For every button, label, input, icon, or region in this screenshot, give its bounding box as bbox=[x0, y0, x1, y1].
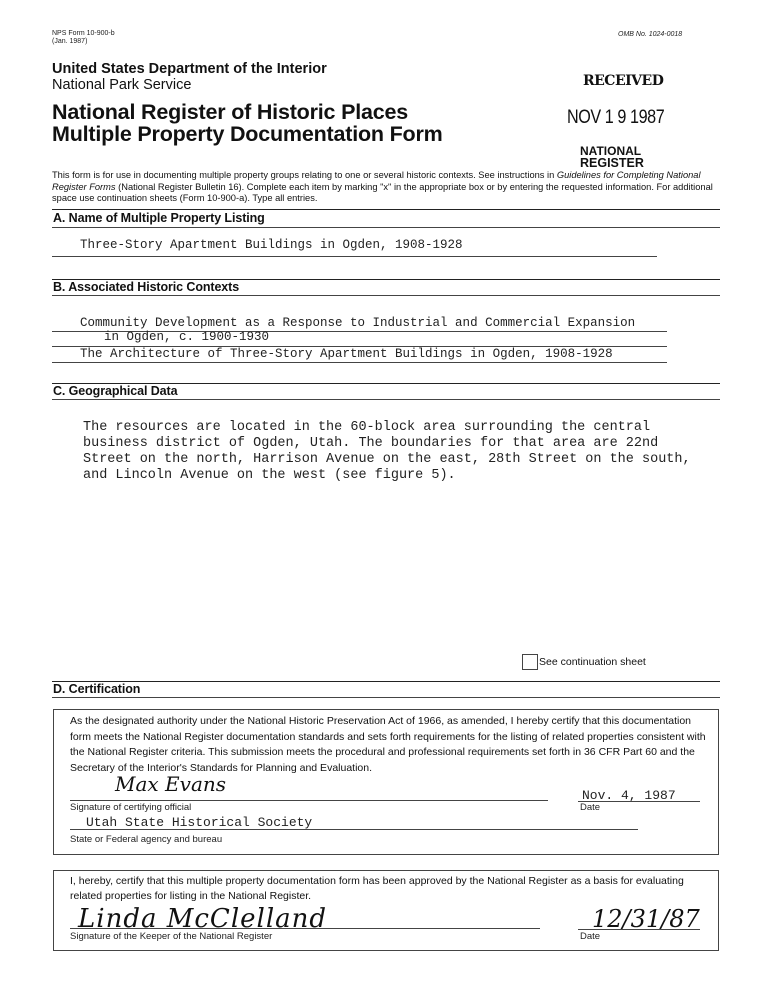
keeper-date[interactable]: 12/31/87 bbox=[592, 905, 700, 933]
keeper-date-line bbox=[578, 929, 700, 930]
omb-number: OMB No. 1024-0018 bbox=[618, 31, 683, 38]
context-1-line1[interactable]: Community Development as a Response to Industrial and Commercial Expansion bbox=[80, 316, 636, 330]
section-d-title: D. Certification bbox=[53, 682, 141, 696]
continuation-sheet-checkbox[interactable] bbox=[522, 654, 538, 670]
instructions-part1: This form is for use in documenting multiple property groups relating to one or several historic contexts. See instructions in bbox=[52, 170, 557, 180]
stamp-register: REGISTER bbox=[580, 156, 644, 170]
keeper-statement: I, hereby, certify that this multiple property documentation form has been approved by the National Register as a basis for evaluating related properties for listing in the National Register. bbox=[70, 875, 684, 902]
department-name: United States Department of the Interior bbox=[52, 61, 327, 77]
divider bbox=[52, 681, 720, 682]
signature-label: Signature of certifying official bbox=[70, 802, 192, 813]
section-c-title: C. Geographical Data bbox=[53, 384, 178, 398]
certification-statement: As the designated authority under the National Historic Preservation Act of 1966, as amended, I hereby certify that this documentation form meets the National Register documentation standards and sets forth requirements for the listing of related properties consistent with the National Register criteria. This submission meets the procedural and professional requirements set forth in 36 CFR Part 60 and the Secretary of the Interior's Standards for Planning and Evaluation. bbox=[70, 715, 706, 774]
geo-line-2: business district of Ogden, Utah. The boundaries for that area are 22nd bbox=[83, 436, 659, 451]
stamp-national: NATIONAL bbox=[580, 144, 642, 158]
received-date: NOV 1 9 1987 bbox=[567, 107, 665, 128]
certification-date[interactable]: Nov. 4, 1987 bbox=[582, 788, 676, 803]
received-stamp: RECEIVED bbox=[583, 73, 664, 89]
instructions-text bbox=[52, 170, 727, 205]
geo-line-4: and Lincoln Avenue on the west (see figure 5). bbox=[83, 468, 456, 483]
context-2[interactable]: The Architecture of Three-Story Apartment Buildings in Ogden, 1908-1928 bbox=[80, 347, 613, 361]
divider bbox=[52, 295, 720, 296]
keeper-signature[interactable]: Linda McClelland bbox=[78, 904, 328, 934]
agency-label: State or Federal agency and bureau bbox=[70, 834, 223, 845]
section-a-title: A. Name of Multiple Property Listing bbox=[53, 211, 265, 225]
divider bbox=[52, 697, 720, 698]
agency-name: National Park Service bbox=[52, 77, 192, 93]
instructions-part2: (National Register Bulletin 16). Complete each item by marking "x" in the appropriate box or by entering the requested information. For additional space use continuation sheets (Form 10-900-a). Type all entries. bbox=[52, 181, 713, 203]
continuation-sheet-label: See continuation sheet bbox=[539, 656, 646, 668]
field-underline bbox=[52, 256, 657, 257]
section-b-title: B. Associated Historic Contexts bbox=[53, 280, 240, 294]
field-underline bbox=[52, 362, 667, 363]
signature-line bbox=[70, 800, 548, 801]
keeper-date-label: Date bbox=[580, 931, 601, 942]
geo-line-3: Street on the north, Harrison Avenue on the east, 28th Street on the south, bbox=[83, 452, 691, 467]
instructions-italic: Guidelines for Completing National Register Forms bbox=[52, 170, 701, 192]
form-title-line2: Multiple Property Documentation Form bbox=[52, 122, 443, 146]
divider bbox=[52, 227, 720, 228]
date-label: Date bbox=[580, 802, 601, 813]
form-title-line1: National Register of Historic Places bbox=[52, 100, 409, 124]
keeper-signature-line bbox=[70, 928, 540, 929]
divider bbox=[52, 399, 720, 400]
context-1-line2[interactable]: in Ogden, c. 1900-1930 bbox=[104, 330, 270, 344]
form-date: (Jan. 1987) bbox=[52, 38, 88, 45]
form-number: NPS Form 10-900-b bbox=[52, 30, 115, 37]
keeper-signature-label: Signature of the Keeper of the National Register bbox=[70, 931, 273, 942]
divider bbox=[52, 209, 720, 210]
certifying-signature[interactable]: Max Evans bbox=[115, 772, 227, 796]
agency-value[interactable]: Utah State Historical Society bbox=[86, 815, 313, 830]
multiple-property-name[interactable]: Three-Story Apartment Buildings in Ogden, 1908-1928 bbox=[80, 238, 463, 252]
agency-line bbox=[70, 829, 638, 830]
geo-line-1: The resources are located in the 60-block area surrounding the central bbox=[83, 420, 651, 435]
